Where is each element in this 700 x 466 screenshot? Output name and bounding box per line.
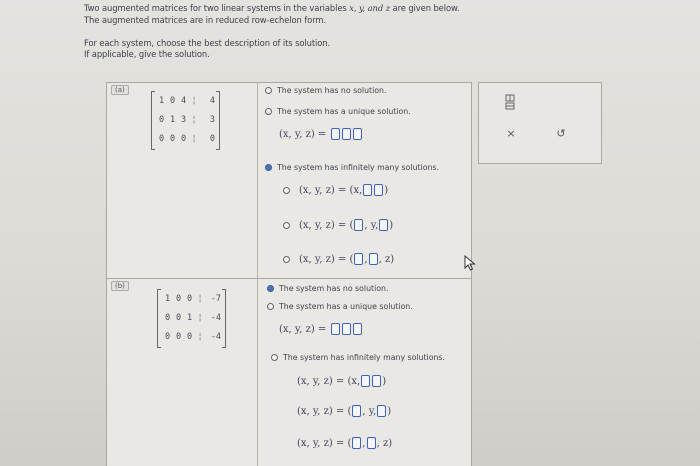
answer-box[interactable] (342, 128, 351, 140)
matrix-cell: 0 (209, 134, 215, 144)
intro-line-4: If applicable, give the solution. (84, 49, 210, 59)
answer-box[interactable] (372, 375, 381, 387)
matrix-row: 0 0 0 ¦ 0 (156, 130, 215, 149)
matrix-cell: 1 (169, 115, 176, 125)
formula-part: (x, (349, 184, 363, 196)
matrix-cell: 3 (180, 115, 187, 125)
answer-box[interactable] (361, 375, 370, 387)
option-label: The system has infinitely many solutions. (283, 353, 445, 362)
part-a-option-no-solution[interactable] (265, 86, 386, 95)
matrix-cell: 1 (158, 96, 165, 106)
option-label: The system has infinitely many solutions. (277, 163, 439, 172)
matrix-cell: 0 (158, 134, 165, 144)
formula-part: (x, (347, 375, 361, 387)
intro-line-1-pre: Two augmented matrices for two linear systems in the variables (84, 3, 347, 13)
intro-line-3: For each system, choose the best description of its solution. (84, 38, 331, 48)
matrix-row: 0 1 3 ¦ 3 (156, 111, 215, 130)
answer-box[interactable] (342, 323, 351, 335)
intro-line-2: The augmented matrices are in reduced row-echelon form. (84, 15, 327, 25)
part-a-divider (257, 83, 258, 279)
answer-box[interactable] (377, 405, 386, 417)
matrix-row: 0 0 0 ¦ -4 (162, 328, 221, 347)
formula-part: , y, (362, 405, 377, 417)
matrix-cell: 0 (175, 294, 182, 304)
formula-lhs: (x, y, z) = (279, 128, 327, 140)
matrix-cell: 0 (175, 313, 182, 323)
matrix-cell: 0 (158, 115, 165, 125)
part-a-unique-formula (279, 128, 363, 140)
radio-button[interactable] (265, 87, 272, 94)
intro-variables: x, y, and z (349, 3, 390, 13)
matrix-cell: 4 (209, 96, 215, 106)
formula-part: ) (384, 184, 389, 196)
part-b-sub-option-2[interactable] (297, 405, 391, 417)
answer-box[interactable] (352, 437, 361, 449)
formula-lhs: (x, y, z) = (299, 184, 347, 196)
matrix-cell: 0 (180, 134, 187, 144)
radio-button[interactable] (283, 187, 290, 194)
formula-part: ( (349, 219, 354, 231)
formula-part: ) (389, 219, 394, 231)
matrix-cell: -7 (210, 294, 221, 304)
matrix-cell: 0 (169, 134, 176, 144)
part-a-option-infinite[interactable] (265, 163, 439, 172)
part-a-option-unique[interactable] (265, 107, 411, 116)
radio-button-selected[interactable] (267, 285, 274, 292)
answer-box[interactable] (352, 405, 361, 417)
formula-lhs: (x, y, z) = (299, 219, 347, 231)
part-a-label: (a) (111, 85, 129, 95)
matrix-cell: 1 (186, 313, 193, 323)
answer-box[interactable] (331, 128, 340, 140)
matrix-cell: 0 (164, 332, 171, 342)
part-b-option-infinite[interactable] (271, 353, 445, 362)
part-b-sub-option-1[interactable] (297, 375, 386, 387)
formula-part: , y, (364, 219, 379, 231)
part-a-panel (106, 82, 472, 280)
matrix-cell: 0 (175, 332, 182, 342)
matrix-cell: 3 (209, 115, 215, 125)
formula-part: ( (347, 405, 352, 417)
formula-part: , z) (376, 437, 393, 449)
radio-button-selected[interactable] (265, 164, 272, 171)
matrix-cell: 0 (186, 332, 193, 342)
formula-lhs: (x, y, z) = (299, 253, 347, 265)
part-a-sub-option-1[interactable] (283, 184, 388, 196)
part-b-option-unique[interactable] (267, 302, 413, 311)
answer-box[interactable] (363, 184, 372, 196)
part-a-matrix (151, 91, 220, 150)
answer-box[interactable] (331, 323, 340, 335)
intro-line-1 (84, 3, 460, 13)
part-b-sub-option-3[interactable] (297, 437, 392, 449)
radio-button[interactable] (267, 303, 274, 310)
answer-box[interactable] (369, 253, 378, 265)
formula-lhs: (x, y, z) = (297, 375, 345, 387)
matrix-row: 0 0 1 ¦ -4 (162, 309, 221, 328)
matrix-cell: 0 (169, 96, 176, 106)
matrix-row: 1 0 0 ¦ -7 (162, 290, 221, 309)
matrix-cell: 0 (164, 313, 171, 323)
radio-button[interactable] (271, 354, 278, 361)
option-label: The system has no solution. (279, 284, 389, 293)
formula-part: , z) (378, 253, 395, 265)
answer-box[interactable] (379, 219, 388, 231)
matrix-row: 1 0 4 ¦ 4 (156, 92, 215, 111)
formula-lhs: (x, y, z) = (279, 323, 327, 335)
formula-part: , (362, 437, 366, 449)
formula-lhs: (x, y, z) = (297, 405, 345, 417)
formula-part: , (364, 253, 368, 265)
matrix-icon[interactable] (503, 93, 517, 111)
part-b-divider (257, 279, 258, 466)
answer-box[interactable] (354, 253, 363, 265)
undo-icon[interactable]: ↺ (556, 126, 566, 140)
mouse-pointer-icon (463, 255, 479, 271)
tool-panel (478, 82, 602, 164)
matrix-cell: -4 (210, 332, 221, 342)
part-b-label: (b) (111, 281, 129, 291)
matrix-cell: 0 (186, 294, 193, 304)
formula-lhs: (x, y, z) = (297, 437, 345, 449)
formula-part: ( (349, 253, 354, 265)
matrix-cell: 4 (180, 96, 187, 106)
formula-part: ) (387, 405, 392, 417)
formula-part: ( (347, 437, 352, 449)
answer-box[interactable] (374, 184, 383, 196)
option-label: The system has a unique solution. (279, 302, 413, 311)
answer-box[interactable] (353, 323, 362, 335)
option-label: The system has a unique solution. (277, 107, 411, 116)
matrix-cell: -4 (210, 313, 221, 323)
answer-box[interactable] (367, 437, 376, 449)
clear-icon[interactable]: × (506, 126, 516, 140)
matrix-cell: 1 (164, 294, 171, 304)
part-b-matrix (157, 289, 226, 348)
answer-box[interactable] (354, 219, 363, 231)
formula-part: ) (382, 375, 387, 387)
option-label: The system has no solution. (277, 86, 387, 95)
intro-line-1-post: are given below. (392, 3, 460, 13)
part-a-sub-option-3[interactable] (283, 253, 394, 265)
radio-button[interactable] (283, 256, 290, 263)
part-b-panel (106, 278, 472, 466)
radio-button[interactable] (265, 108, 272, 115)
part-a-sub-option-2[interactable] (283, 219, 393, 231)
part-b-unique-formula (279, 323, 363, 335)
part-b-option-no-solution[interactable] (267, 284, 388, 293)
answer-box[interactable] (353, 128, 362, 140)
radio-button[interactable] (283, 222, 290, 229)
